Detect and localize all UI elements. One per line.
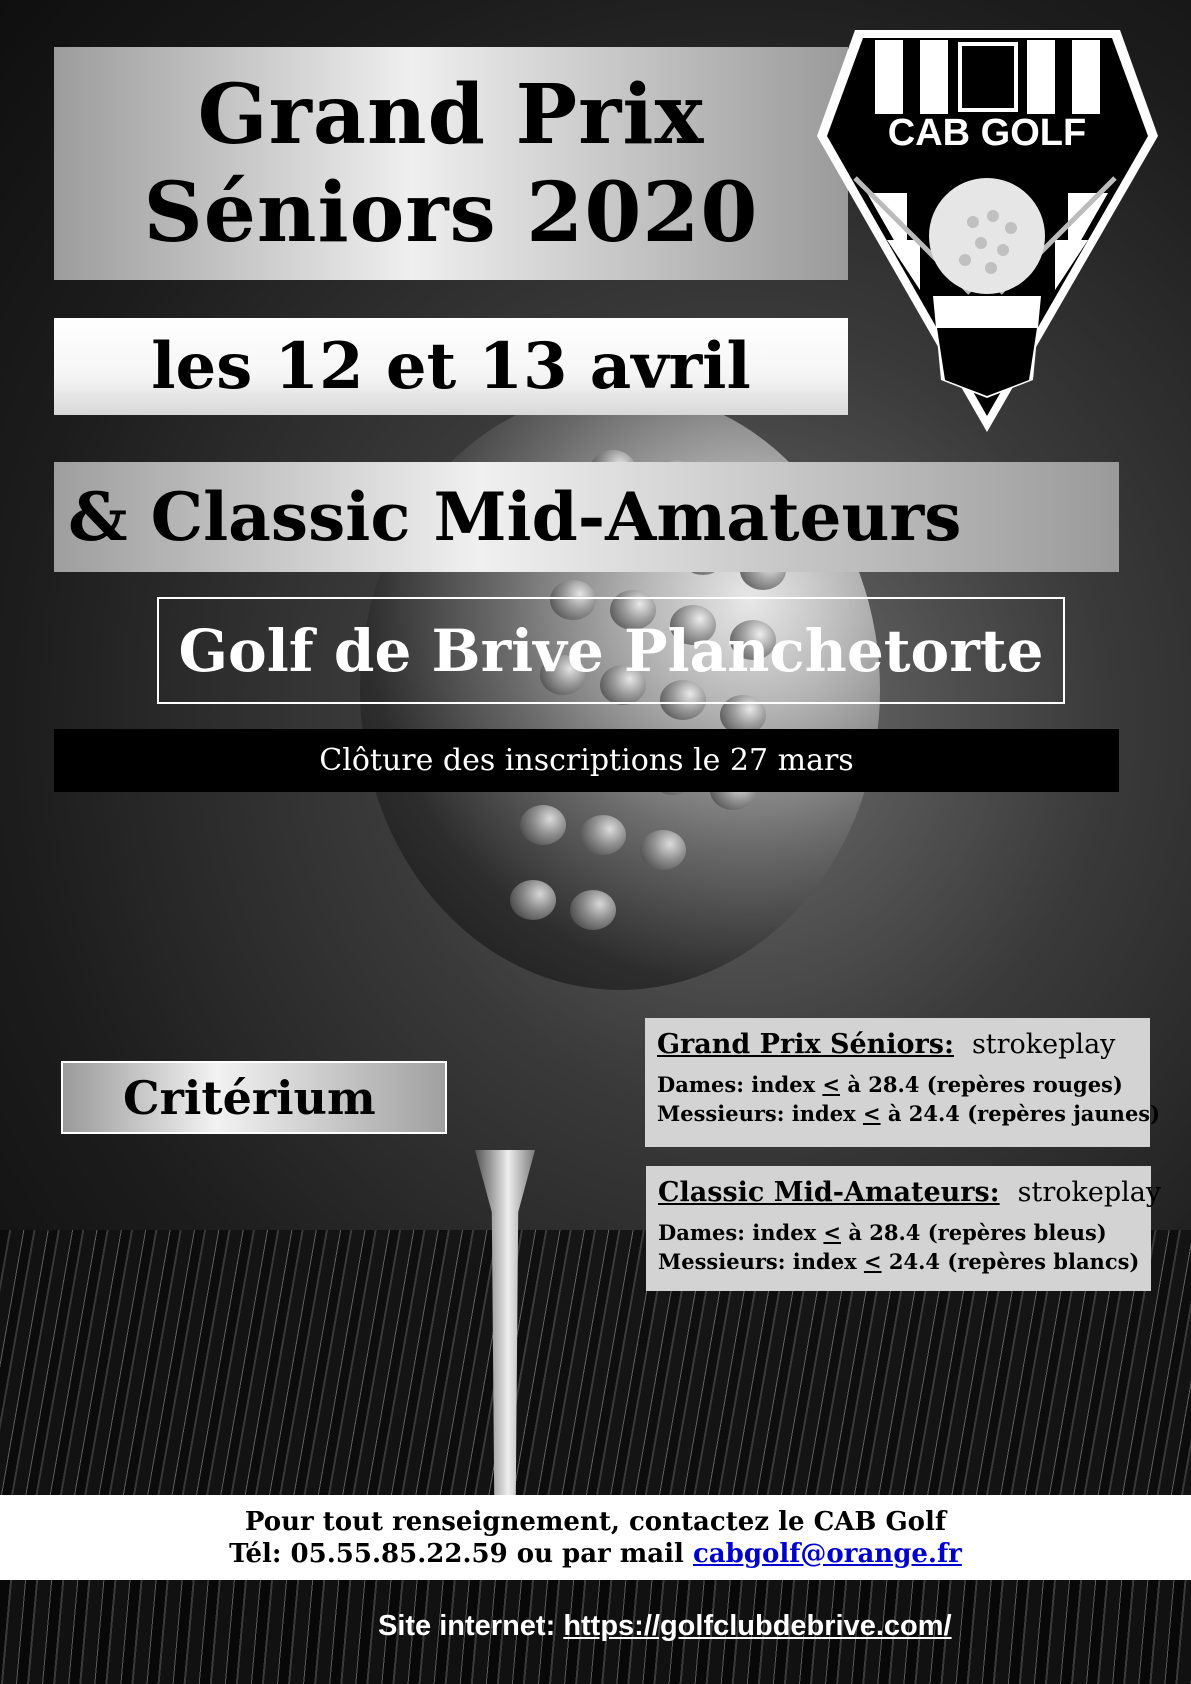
title-line-1: Grand Prix [197,66,705,163]
website-link[interactable]: https://golfclubdebrive.com/ [563,1610,952,1642]
competition-heading [658,1176,1162,1210]
criterium-text: Critérium [123,1070,376,1125]
classic-heading [54,462,1119,572]
registration-closing-bar [54,729,1119,792]
venue-text: Golf de Brive Planchetorte [178,616,1044,685]
website-label: Site internet: [378,1610,564,1642]
dames-criteria: Dames: index < à 28.4 (repères rouges) [657,1072,1123,1097]
dames-criteria: Dames: index < à 28.4 (repères bleus) [658,1220,1107,1245]
logo-bottom-text: BRIVE [961,331,1013,350]
competition-name: Grand Prix Séniors: [657,1029,954,1060]
classic-heading-text: & Classic Mid-Amateurs [68,478,962,556]
event-dates [54,318,848,415]
venue-box [157,597,1065,704]
competition-format: strokeplay [971,1029,1116,1060]
competition-heading [657,1028,1138,1062]
logo-top-text: CAB GOLF [887,112,1087,154]
event-title [54,47,848,280]
competition-format: strokeplay [1017,1177,1162,1208]
contact-line-2 [229,1538,962,1570]
contact-section [0,1495,1191,1580]
cab-golf-logo [815,28,1160,434]
title-line-2: Séniors 2020 [143,164,759,261]
phone-text: Tél: 05.55.85.22.59 ou par mail [229,1538,693,1569]
logo-golf-ball [929,178,1045,294]
messieurs-criteria: Messieurs: index < 24.4 (repères blancs) [658,1249,1140,1274]
grand-prix-seniors-info [645,1018,1161,1147]
contact-line-1: Pour tout renseignement, contactez le CAB Golf [244,1506,947,1537]
classic-mid-amateurs-info [646,1166,1162,1291]
email-link[interactable]: cabgolf@orange.fr [692,1538,962,1569]
competition-name: Classic Mid-Amateurs: [658,1177,1000,1208]
messieurs-criteria: Messieurs: index < à 24.4 (repères jaunes) [657,1101,1161,1126]
dates-text: les 12 et 13 avril [151,329,751,404]
criterium-label [61,1061,447,1134]
closing-text: Clôture des inscriptions le 27 mars [319,743,854,778]
website-line [378,1610,952,1643]
